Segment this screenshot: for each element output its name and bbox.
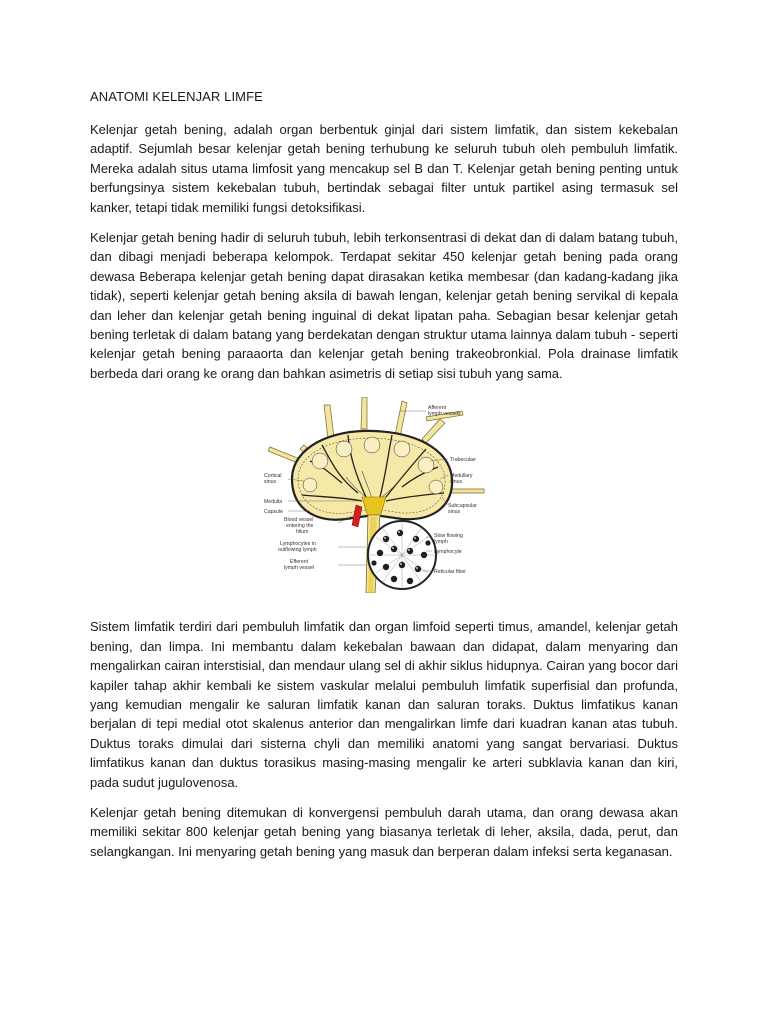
paragraph-1: Kelenjar getah bening, adalah organ berbentuk ginjal dari sistem limfatik, dan sistem kekebalan adaptif. Sejumlah besar kelenjar getah bening terhubung ke seluruh tubuh oleh pembuluh limfatik. Mereka adalah situs utama limfosit yang mencakup sel B dan T. Kelenjar getah bening penting untuk berfungsinya sistem kekebalan tubuh, bertindak sebagai filter untuk partikel asing termasuk sel kanker, tetapi tidak memiliki fungsi detoksifikasi. [90, 122, 678, 215]
paragraph-2: Kelenjar getah bening hadir di seluruh tubuh, lebih terkonsentrasi di dekat dan di dalam batang tubuh, dan dibagi menjadi beberapa kelompok. Terdapat sekitar 450 kelenjar getah bening pada orang dewasa Beberapa kelenjar getah bening dapat dirasakan ketika membesar (dan kadang-kadang jika tidak), seperti kelenjar getah bening aksila di bawah lengan, kelenjar getah bening servikal di kepala dan leher dan kelenjar getah bening inguinal di dekat lipatan paha. Sebagian besar kelenjar getah bening terletak di dalam batang yang berdekatan dengan struktur utama lainnya dalam tubuh - seperti kelenjar getah bening paraaorta dan kelenjar getah bening trakeobronkial. Pola drainase limfatik berbeda dari orang ke orang dan bahkan asimetris di setiap sisi tubuh yang sama. [90, 230, 678, 381]
figure-container [90, 397, 678, 597]
lymph-node-diagram [262, 397, 494, 593]
label-afferent: Afferent lymph vessels [428, 405, 461, 418]
label-medullary-sinus: Medullary sinus [450, 473, 473, 486]
label-efferent: Efferent lymph vessel [284, 559, 314, 572]
inset-magnification [368, 521, 436, 589]
label-subcapsular-sinus: Subcapsular sinus [448, 503, 477, 516]
label-slow-flowing-lymph: Slow flowing lymph [434, 533, 463, 546]
label-capsule: Capsule [264, 509, 284, 516]
label-cortical-sinus: Cortical sinus [264, 473, 282, 486]
label-blood-vessel: Blood vessel entering the hilum [284, 517, 314, 536]
document-body [90, 88, 678, 872]
label-trabeculae: Trabeculae [450, 457, 476, 464]
label-lymphocytes-outflowing: Lymphocytes in outflowing lymph [278, 541, 317, 554]
paragraph-3: Sistem limfatik terdiri dari pembuluh limfatik dan organ limfoid seperti timus, amandel, kelenjar getah bening, dan limpa. Ini membantu dalam kekebalan bawaan dan didapat, dalam menyaring dan mengalirkan cairan interstisial, dan mendaur ulang sel di akhir siklus hidupnya. Cairan yang bocor dari kapiler tahap akhir kembali ke sistem vaskular melalui pembuluh limfatik superfisial dan profunda, yang kemudian mengalir ke saluran limfatik kanan dan saluran toraks. Duktus limfatikus kanan berjalan di tepi medial otot skalenus anterior dan mengalirkan limfe dari kuadran kanan atas tubuh. Duktus toraks dimulai dari sisterna chyli dan memiliki anatomi yang sangat bervariasi. Duktus limfatikus kanan dan duktus torasikus masing-masing mengalir ke arteri subklavia kanan dan kiri, pada sudut jugulovenosa. [90, 619, 678, 790]
label-lymphocyte: Lymphocyte [434, 549, 462, 556]
paragraph-4: Kelenjar getah bening ditemukan di konvergensi pembuluh darah utama, dan orang dewasa akan memiliki sekitar 800 kelenjar getah bening yang biasanya terletak di leher, aksila, dada, perut, dan selangkangan. Ini menyaring getah bening yang masuk dan berperan dalam infeksi serta keganasan. [90, 804, 678, 859]
document-title: ANATOMI KELENJAR LIMFE [90, 89, 263, 104]
label-medulla: Medulla [264, 499, 283, 506]
label-reticular-fiber: Reticular fiber [434, 569, 467, 576]
